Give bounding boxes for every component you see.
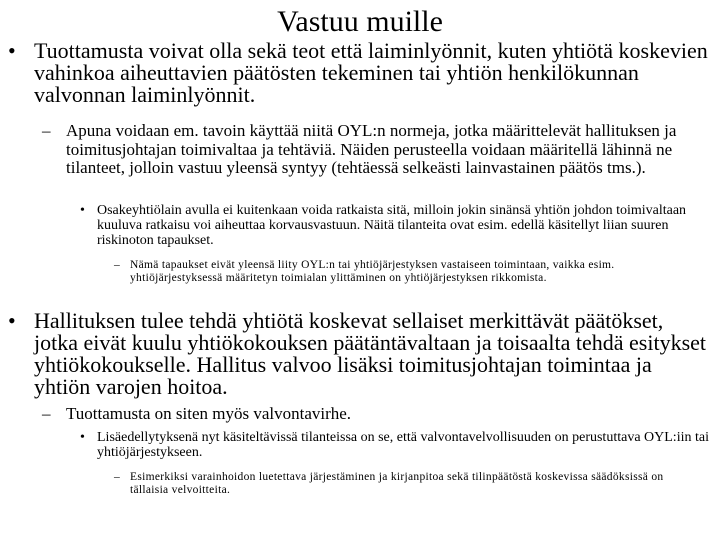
- bullet-marker: •: [80, 203, 85, 218]
- bullet-1-sub-1: [42, 122, 712, 178]
- bullet-1-deep-note: [114, 259, 704, 285]
- bullet-1: [8, 40, 708, 106]
- bullet-1-text: Tuottamusta voivat olla sekä teot että laiminlyönnit, kuten yhtiötä koskevien vahinkoa aiheuttavien päätösten tekeminen tai yhtiön henkilökunnan valvonnan laiminlyönnit.: [34, 38, 708, 107]
- bullet-2-text: Hallituksen tulee tehdä yhtiötä koskevat sellaiset merkittävät päätökset, jotka eivät kuulu yhtiökokouksen päätäntävaltaan ja toisaalta tehdä esitykset yhtiökokoukselle. Hallitus valvoo lisäksi toimitusjohtajan toimintaa ja yhtiön varojen hoitoa.: [34, 308, 707, 399]
- bullet-2-deep-note: [114, 471, 704, 497]
- bullet-2-sub-1-text: Tuottamusta on siten myös valvontavirhe.: [66, 404, 352, 423]
- dash-marker: –: [42, 121, 51, 140]
- dash-marker: –: [114, 259, 121, 271]
- bullet-1-sub-1-sub-1: [80, 203, 710, 248]
- bullet-1-deep-note-text: Nämä tapaukset eivät yleensä liity OYL:n tai yhtiöjärjestyksen vastaiseen toimintaan, vaikka esim. yhtiöjärjestyksessä määritetyn toimialan ylittäminen on yhtiöjärjestyksen rikkomista.: [130, 259, 615, 284]
- bullet-2-sub-1: [42, 405, 712, 424]
- dash-marker: –: [42, 404, 51, 423]
- bullet-marker: •: [8, 38, 16, 63]
- bullet-2-sub-1-sub-1: [80, 430, 710, 460]
- bullet-2: [8, 310, 708, 398]
- bullet-marker: •: [80, 430, 85, 445]
- bullet-marker: •: [8, 308, 16, 333]
- slide-title: Vastuu muille: [277, 5, 443, 38]
- bullet-2-sub-1-sub-1-text: Lisäedellytyksenä nyt käsiteltävissä tilanteissa on se, että valvontavelvollisuuden on perustuttava OYL:iin tai yhtiöjärjestykseen.: [97, 430, 709, 460]
- bullet-1-sub-1-text: Apuna voidaan em. tavoin käyttää niitä OYL:n normeja, jotka määrittelevät hallituksen ja toimitusjohtajan toimivaltaa ja tehtäviä. Näiden perusteella voidaan määritellä lähinnä ne tilanteet, jolloin vastuu yleensä syntyy (tehtäessä selkeästi lainvastainen päätös tms.).: [66, 121, 677, 177]
- bullet-2-deep-note-text: Esimerkiksi varainhoidon luetettava järjestäminen ja kirjanpitoa sekä tilinpäätöstä koskevissa säädöksissä on tällaisia velvoitteita.: [130, 471, 664, 496]
- bullet-1-sub-1-sub-1-text: Osakeyhtiölain avulla ei kuitenkaan voida ratkaista sitä, milloin jokin sinänsä yhtiön johdon toimivaltaan kuuluva ratkaisu voi aiheuttaa korvausvastuun. Näitä tilanteita ovat esim. edellä käsitellyt liian suuren riskinoton tapaukset.: [97, 203, 687, 248]
- dash-marker: –: [114, 471, 121, 483]
